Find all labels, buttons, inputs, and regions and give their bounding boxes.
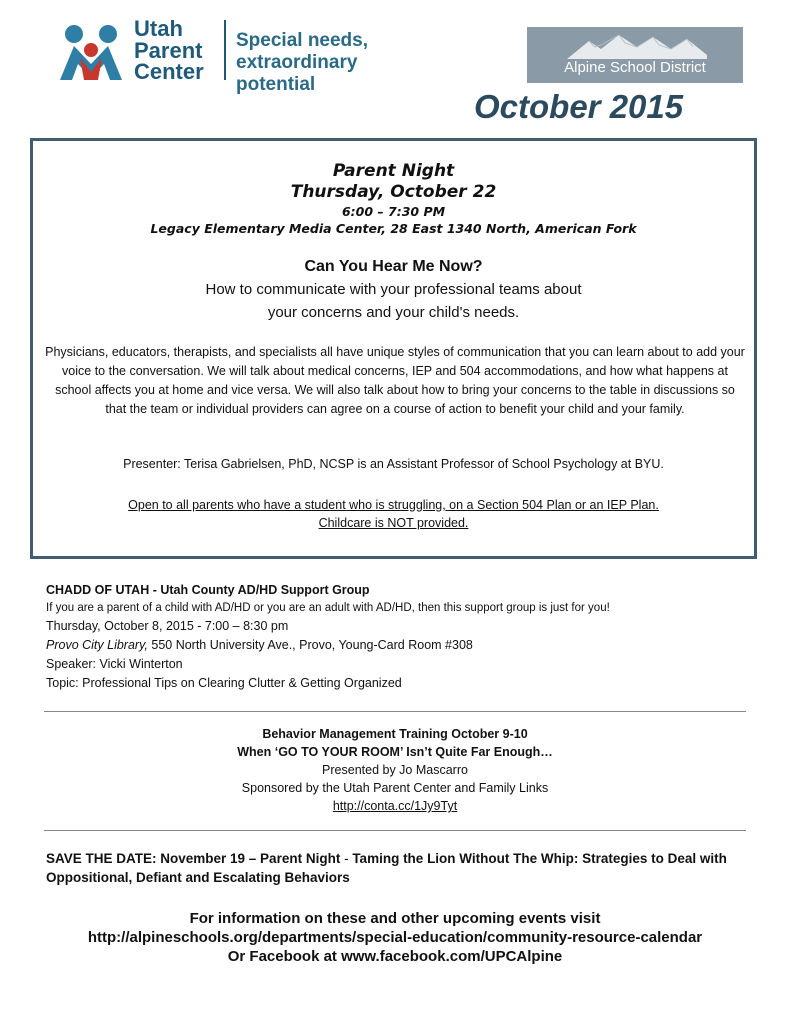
save-the-date <box>46 849 756 887</box>
chadd-topic: Topic: Professional Tips on Clearing Clutter & Getting Organized <box>46 676 402 690</box>
behavior-training-section <box>44 725 746 815</box>
behavior-link[interactable]: http://conta.cc/1Jy9Tyt <box>332 799 458 813</box>
event-presenter: Presenter: Terisa Gabrielsen, PhD, NCSP is an Assistant Professor of School Psychology at BYU. <box>123 457 664 471</box>
mountains-icon <box>567 31 707 61</box>
event-subtitle-line2: your concerns and your child's needs. <box>267 304 520 321</box>
section-divider <box>44 711 746 712</box>
org-tagline: Special needs, extraordinary potential <box>236 30 369 95</box>
chadd-venue: Provo City Library, <box>46 638 148 652</box>
event-topic: Can You Hear Me Now? <box>304 258 483 275</box>
chadd-address: 550 North University Ave., Provo, Young-Card Room #308 <box>147 638 473 652</box>
footer-intro: For information on these and other upcoming events visit <box>189 910 601 927</box>
chadd-title: CHADD OF UTAH - Utah County AD/HD Support Group <box>46 583 370 597</box>
chadd-intro: If you are a parent of a child with AD/HD or you are an adult with AD/HD, then this support group is just for you! <box>46 602 610 614</box>
event-subtitle-line1: How to communicate with your professional teams about <box>205 281 582 298</box>
event-location: Legacy Elementary Media Center, 28 East 1340 North, American Fork <box>150 221 637 236</box>
footer-info <box>30 909 760 966</box>
behavior-presenter: Presented by Jo Mascarro <box>322 763 468 777</box>
footer-facebook-link[interactable]: Or Facebook at www.facebook.com/UPCAlpine <box>227 948 563 965</box>
section-divider <box>44 830 746 831</box>
alpine-school-district-logo <box>527 27 743 83</box>
behavior-sponsor: Sponsored by the Utah Parent Center and Family Links <box>241 781 549 795</box>
event-time: 6:00 – 7:30 PM <box>341 204 446 219</box>
save-the-date-title: Taming the Lion Without The Whip: Strategies to Deal with Oppositional, Defiant and Escalating Behaviors <box>46 851 727 885</box>
month-title: October 2015 <box>474 88 684 125</box>
save-the-date-lead: SAVE THE DATE: November 19 – Parent Night <box>46 851 341 866</box>
event-title: Parent Night <box>332 161 455 181</box>
footer-calendar-link[interactable]: http://alpineschools.org/departments/special-education/community-resource-calendar <box>87 929 703 946</box>
save-the-date-separator: - <box>340 851 353 866</box>
event-childcare-note: Childcare is NOT provided. <box>318 516 469 530</box>
chadd-date: Thursday, October 8, 2015 - 7:00 – 8:30 pm <box>46 619 289 633</box>
event-date: Thursday, October 22 <box>290 182 497 202</box>
district-name: Alpine School District <box>564 59 706 76</box>
parent-night-panel <box>30 138 757 559</box>
org-name: Utah Parent Center <box>134 16 204 84</box>
event-audience-note: Open to all parents who have a student who is struggling, on a Section 504 Plan or an IEP Plan. <box>128 498 659 512</box>
family-figures-icon <box>52 20 130 86</box>
utah-parent-center-logo <box>52 16 422 95</box>
chadd-location <box>46 638 473 652</box>
behavior-subtitle: When ‘GO TO YOUR ROOM’ Isn’t Quite Far Enough… <box>237 745 553 759</box>
behavior-title: Behavior Management Training October 9-10 <box>262 727 528 741</box>
logo-divider <box>224 20 226 80</box>
chadd-speaker: Speaker: Vicki Winterton <box>46 657 183 671</box>
event-description: Physicians, educators, therapists, and specialists all have unique styles of communication that you can learn about to add your voice to the conversation. We will talk about medical concerns, IEP and 504 accommodations, and how what happens at school affects you at home and vice versa. We will also talk about how to bring your concerns to the table in discussions so that the team or individual providers can agree on a course of action to benefit your child and your family. <box>45 345 745 416</box>
